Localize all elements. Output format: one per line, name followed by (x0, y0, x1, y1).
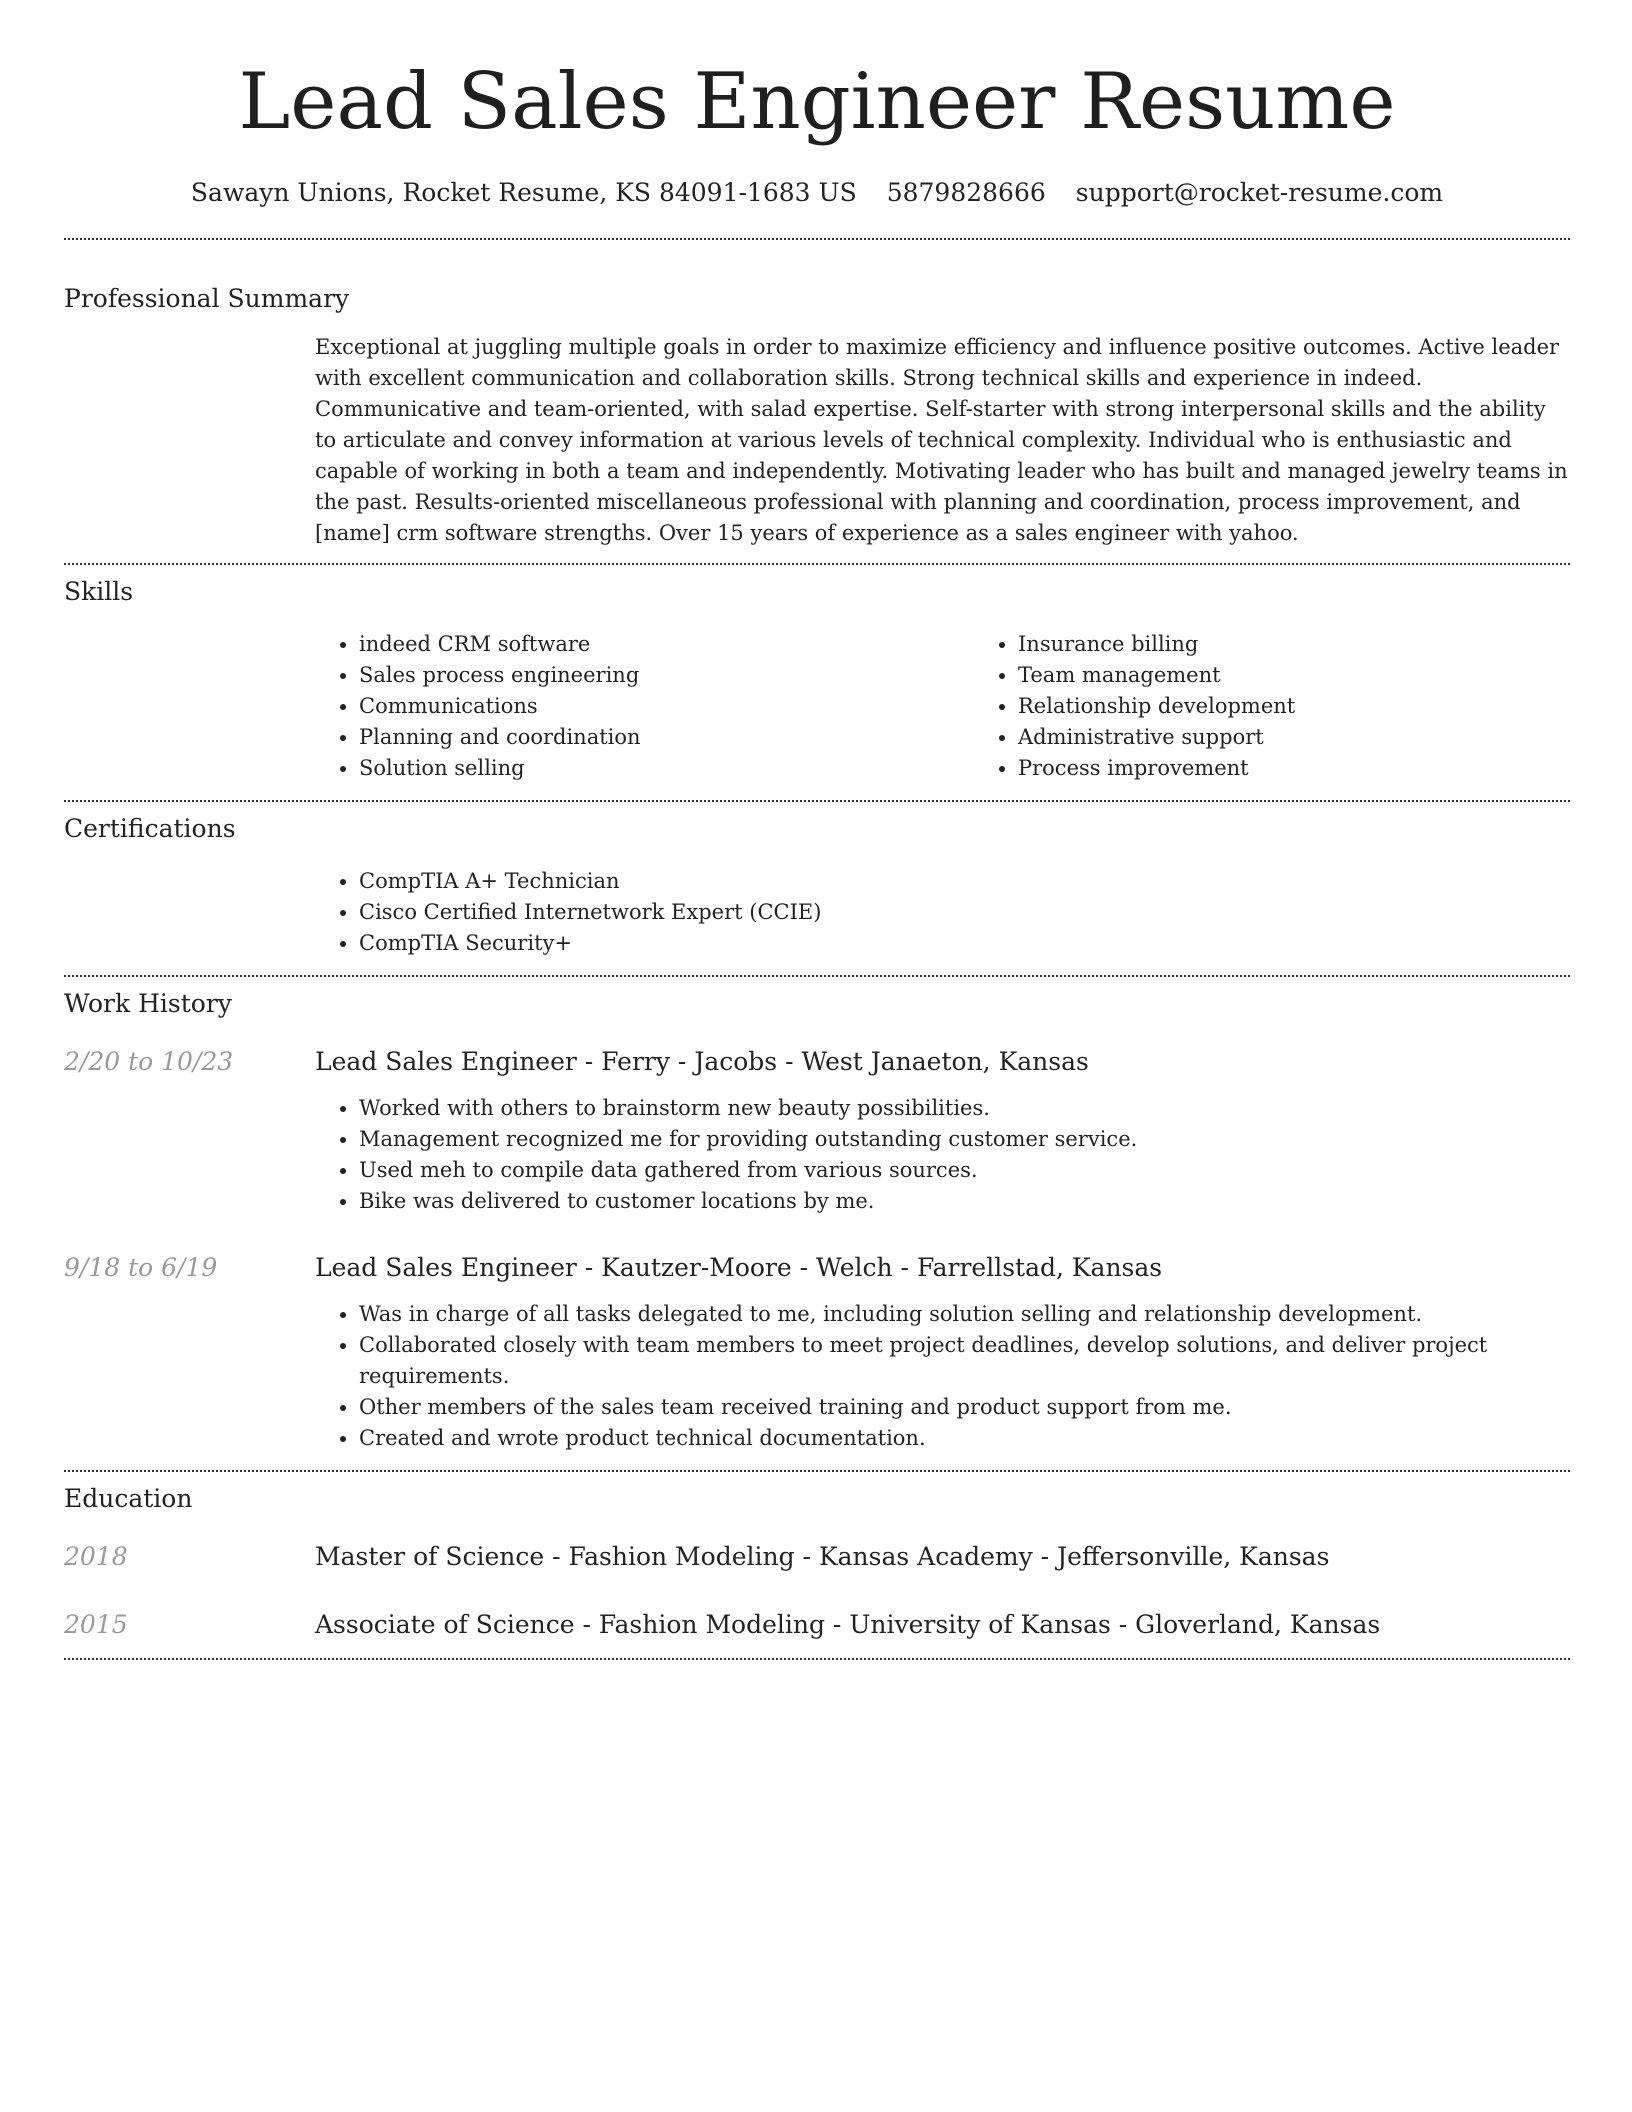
job-dates: 9/18 to 6/19 (64, 1253, 218, 1282)
skill-item: • Solution selling (359, 753, 974, 784)
job-bullet: • Created and wrote product technical documentation. (359, 1423, 1570, 1454)
job-bullet: • Other members of the sales team received training and product support from me. (359, 1392, 1570, 1423)
job-bullet: • Was in charge of all tasks delegated to me, including solution selling and relationship development. (359, 1299, 1570, 1330)
summary-section (64, 240, 1570, 563)
resume-page (64, 0, 1570, 1660)
certification-item: • CompTIA A+ Technician (359, 866, 1570, 897)
skills-section (64, 565, 1570, 800)
education-year: 2018 (64, 1542, 128, 1571)
contact-phone: 5879828666 (886, 178, 1046, 207)
skills-list-right (974, 629, 1632, 784)
job-bullets (315, 1299, 1570, 1454)
job-entry (64, 1045, 1570, 1217)
certifications-heading: Certifications (64, 814, 236, 843)
job-bullet: • Management recognized me for providing outstanding customer service. (359, 1124, 1570, 1155)
skills-heading: Skills (64, 577, 134, 606)
resume-title: Lead Sales Engineer Resume (238, 57, 1396, 147)
job-dates: 2/20 to 10/23 (64, 1047, 234, 1076)
skill-item: • Team management (1018, 660, 1632, 691)
certifications-section (64, 802, 1570, 975)
education-degree: Associate of Science - Fashion Modeling - University of Kansas - Gloverland, Kansas (315, 1610, 1381, 1639)
job-bullet: • Bike was delivered to customer locations by me. (359, 1186, 1570, 1217)
skills-list-left (315, 629, 974, 784)
education-degree: Master of Science - Fashion Modeling - Kansas Academy - Jeffersonville, Kansas (315, 1542, 1330, 1571)
education-heading: Education (64, 1484, 193, 1513)
job-title: Lead Sales Engineer - Ferry - Jacobs - West Janaeton, Kansas (315, 1047, 1089, 1076)
job-bullets (315, 1093, 1570, 1217)
work-heading: Work History (64, 989, 232, 1018)
education-year: 2015 (64, 1610, 128, 1639)
skill-item: • Sales process engineering (359, 660, 974, 691)
work-section (64, 977, 1570, 1470)
skill-item: • Administrative support (1018, 722, 1632, 753)
skill-item: • Communications (359, 691, 974, 722)
job-bullet: • Collaborated closely with team members to meet project deadlines, develop solutions, and deliver project requirements. (359, 1330, 1570, 1392)
job-title: Lead Sales Engineer - Kautzer-Moore - Welch - Farrellstad, Kansas (315, 1253, 1163, 1282)
education-entry (64, 1608, 1570, 1642)
skill-item: • Planning and coordination (359, 722, 974, 753)
skill-item: • Insurance billing (1018, 629, 1632, 660)
contact-email: support@rocket-resume.com (1075, 178, 1444, 207)
skill-item: • indeed CRM software (359, 629, 974, 660)
skill-item: • Process improvement (1018, 753, 1632, 784)
education-entry (64, 1540, 1570, 1574)
summary-text: Exceptional at juggling multiple goals in order to maximize efficiency and influence positive outcomes. Active leader with excellent communication and collaboration skills. Strong technical skills and experience in indeed. Communicative and team-oriented, with salad expertise. Self-starter with strong interpersonal skills and the ability to articulate and convey information at various levels of technical complexity. Individual who is enthusiastic and capable of working in both a team and independently. Motivating leader who has built and managed jewelry teams in the past. Results-oriented miscellaneous professional with planning and coordination, process improvement, and [name] crm software strengths. Over 15 years of experience as a sales engineer with yahoo. (315, 335, 1568, 545)
job-bullet: • Worked with others to brainstorm new beauty possibilities. (359, 1093, 1570, 1124)
summary-heading: Professional Summary (64, 284, 350, 313)
divider (64, 1658, 1570, 1660)
certification-item: • CompTIA Security+ (359, 928, 1570, 959)
education-section (64, 1472, 1570, 1658)
job-bullet: • Used meh to compile data gathered from various sources. (359, 1155, 1570, 1186)
certifications-list (315, 866, 1570, 959)
contact-line (64, 176, 1570, 210)
certification-item: • Cisco Certified Internetwork Expert (CCIE) (359, 897, 1570, 928)
job-entry (64, 1251, 1570, 1454)
contact-address: Sawayn Unions, Rocket Resume, KS 84091-1683 US (190, 178, 857, 207)
skill-item: • Relationship development (1018, 691, 1632, 722)
